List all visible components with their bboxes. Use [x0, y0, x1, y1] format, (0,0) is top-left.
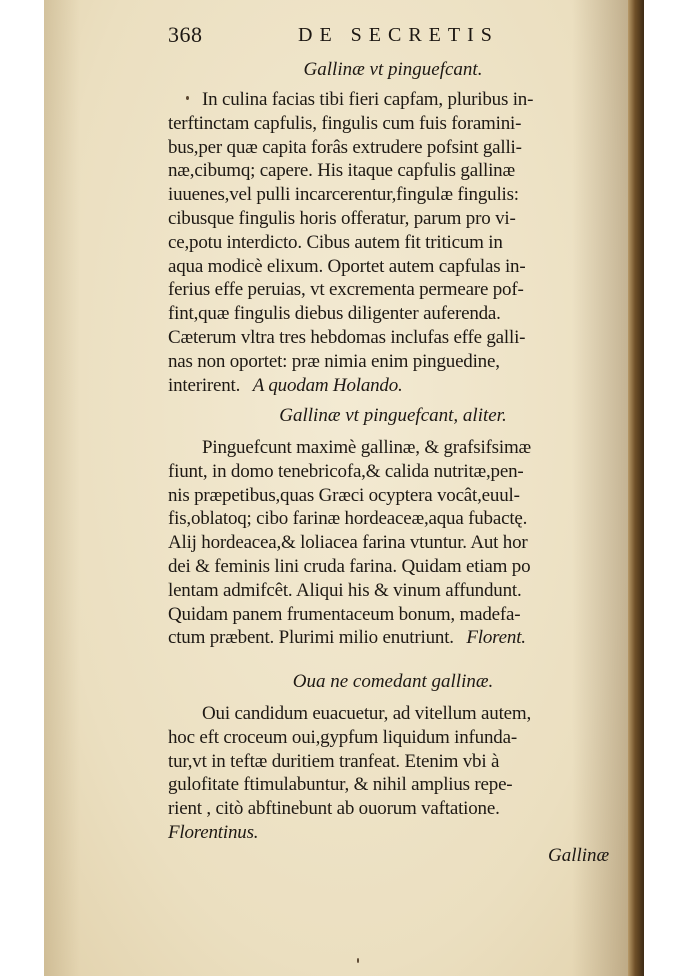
page-gutter [628, 0, 644, 976]
text-line: dei & feminis lini cruda farina. Quidam etiam po [168, 555, 531, 577]
text-line: tur,vt in teftæ duritiem tranfeat. Etenim vbi à [168, 750, 500, 772]
source-attribution: Florentinus. [168, 821, 259, 843]
section-fatten-hens [168, 58, 618, 82]
text-line: rient , citò abftinebunt ab ouorum vaftatione. [168, 798, 500, 820]
text-line: nis præpetibus,quas Græci ocyptera vocât,euul- [168, 484, 520, 506]
running-title: DE SECRETIS [298, 24, 499, 46]
text-line: fiunt, in domo tenebricofa,& calida nutritæ,pen- [168, 460, 524, 482]
section-title: Oua ne comedant gallinæ. [292, 671, 494, 692]
ink-speck [186, 96, 189, 100]
text-line: In culina facias tibi fieri capfam, pluribus in- [202, 89, 534, 110]
catchword: Gallinæ [548, 845, 610, 866]
text-line: Pinguefcunt maximè gallinæ, & grafsifsimæ [202, 437, 532, 458]
page-header [168, 22, 588, 52]
section-title: Gallinæ vt pinguefcant, aliter. [279, 405, 507, 426]
text-line: nas non oportet: præ nimia enim pinguedine, [168, 350, 500, 372]
text-line-last [168, 626, 618, 650]
text-line: fint,quæ fingulis diebus diligenter auferenda. [168, 303, 501, 325]
section-title: Gallinæ vt pinguefcant. [303, 59, 483, 80]
text-line: gulofitate ftimulabuntur, & nihil amplius repe- [168, 774, 513, 796]
ink-speck [357, 958, 359, 963]
source-attribution: Florent. [466, 627, 526, 649]
text-line: Alij hordeacea,& loliacea farina vtuntur. Aut hor [168, 532, 528, 554]
text-line: næ,cibumq; capere. His itaque capfulis gallinæ [168, 160, 515, 182]
text-line: Quidam panem frumentaceum bonum, madefa- [168, 603, 521, 625]
text-line: fis,oblatoq; cibo farinæ hordeaceæ,aqua fubactę. [168, 508, 528, 530]
page-number: 368 [168, 22, 203, 47]
text-line-last [168, 374, 618, 398]
text-line: terftinctam capfulis, fingulis cum fuis foramini- [168, 112, 522, 134]
text-line: ferius effe peruias, vt excrementa permeare pof- [168, 279, 524, 301]
text-line: lentam admifcêt. Aliqui his & vinum affundunt. [168, 579, 522, 601]
text-fragment: interirent. [168, 374, 241, 396]
section-eggs-body [168, 702, 618, 845]
section-fatten-hens-alt-body [168, 436, 618, 650]
source-attribution: A quodam Holando. [252, 374, 403, 396]
section-fatten-hens-body [168, 88, 618, 397]
text-line: ce,potu interdicto. Cibus autem fit triticum in [168, 231, 503, 253]
text-line: aqua modicè elixum. Oportet autem capfulas in- [168, 255, 526, 277]
text-line: hoc eft croceum oui,gypfum liquidum infunda- [168, 726, 517, 748]
text-fragment: ctum præbent. Plurimi milio enutriunt. [168, 627, 454, 649]
text-line: Oui candidum euacuetur, ad vitellum autem, [202, 703, 532, 724]
text-line: bus,per quæ capita forâs extrudere pofsint galli- [168, 136, 522, 158]
text-line: iuuenes,vel pulli incarcerentur,fingulæ fingulis: [168, 184, 519, 206]
text-line: Cæterum vltra tres hebdomas inclufas effe galli- [168, 326, 526, 348]
text-line: cibusque fingulis horis offeratur, parum pro vi- [168, 207, 516, 229]
section-eggs [168, 670, 618, 694]
section-fatten-hens-alt [168, 404, 618, 428]
